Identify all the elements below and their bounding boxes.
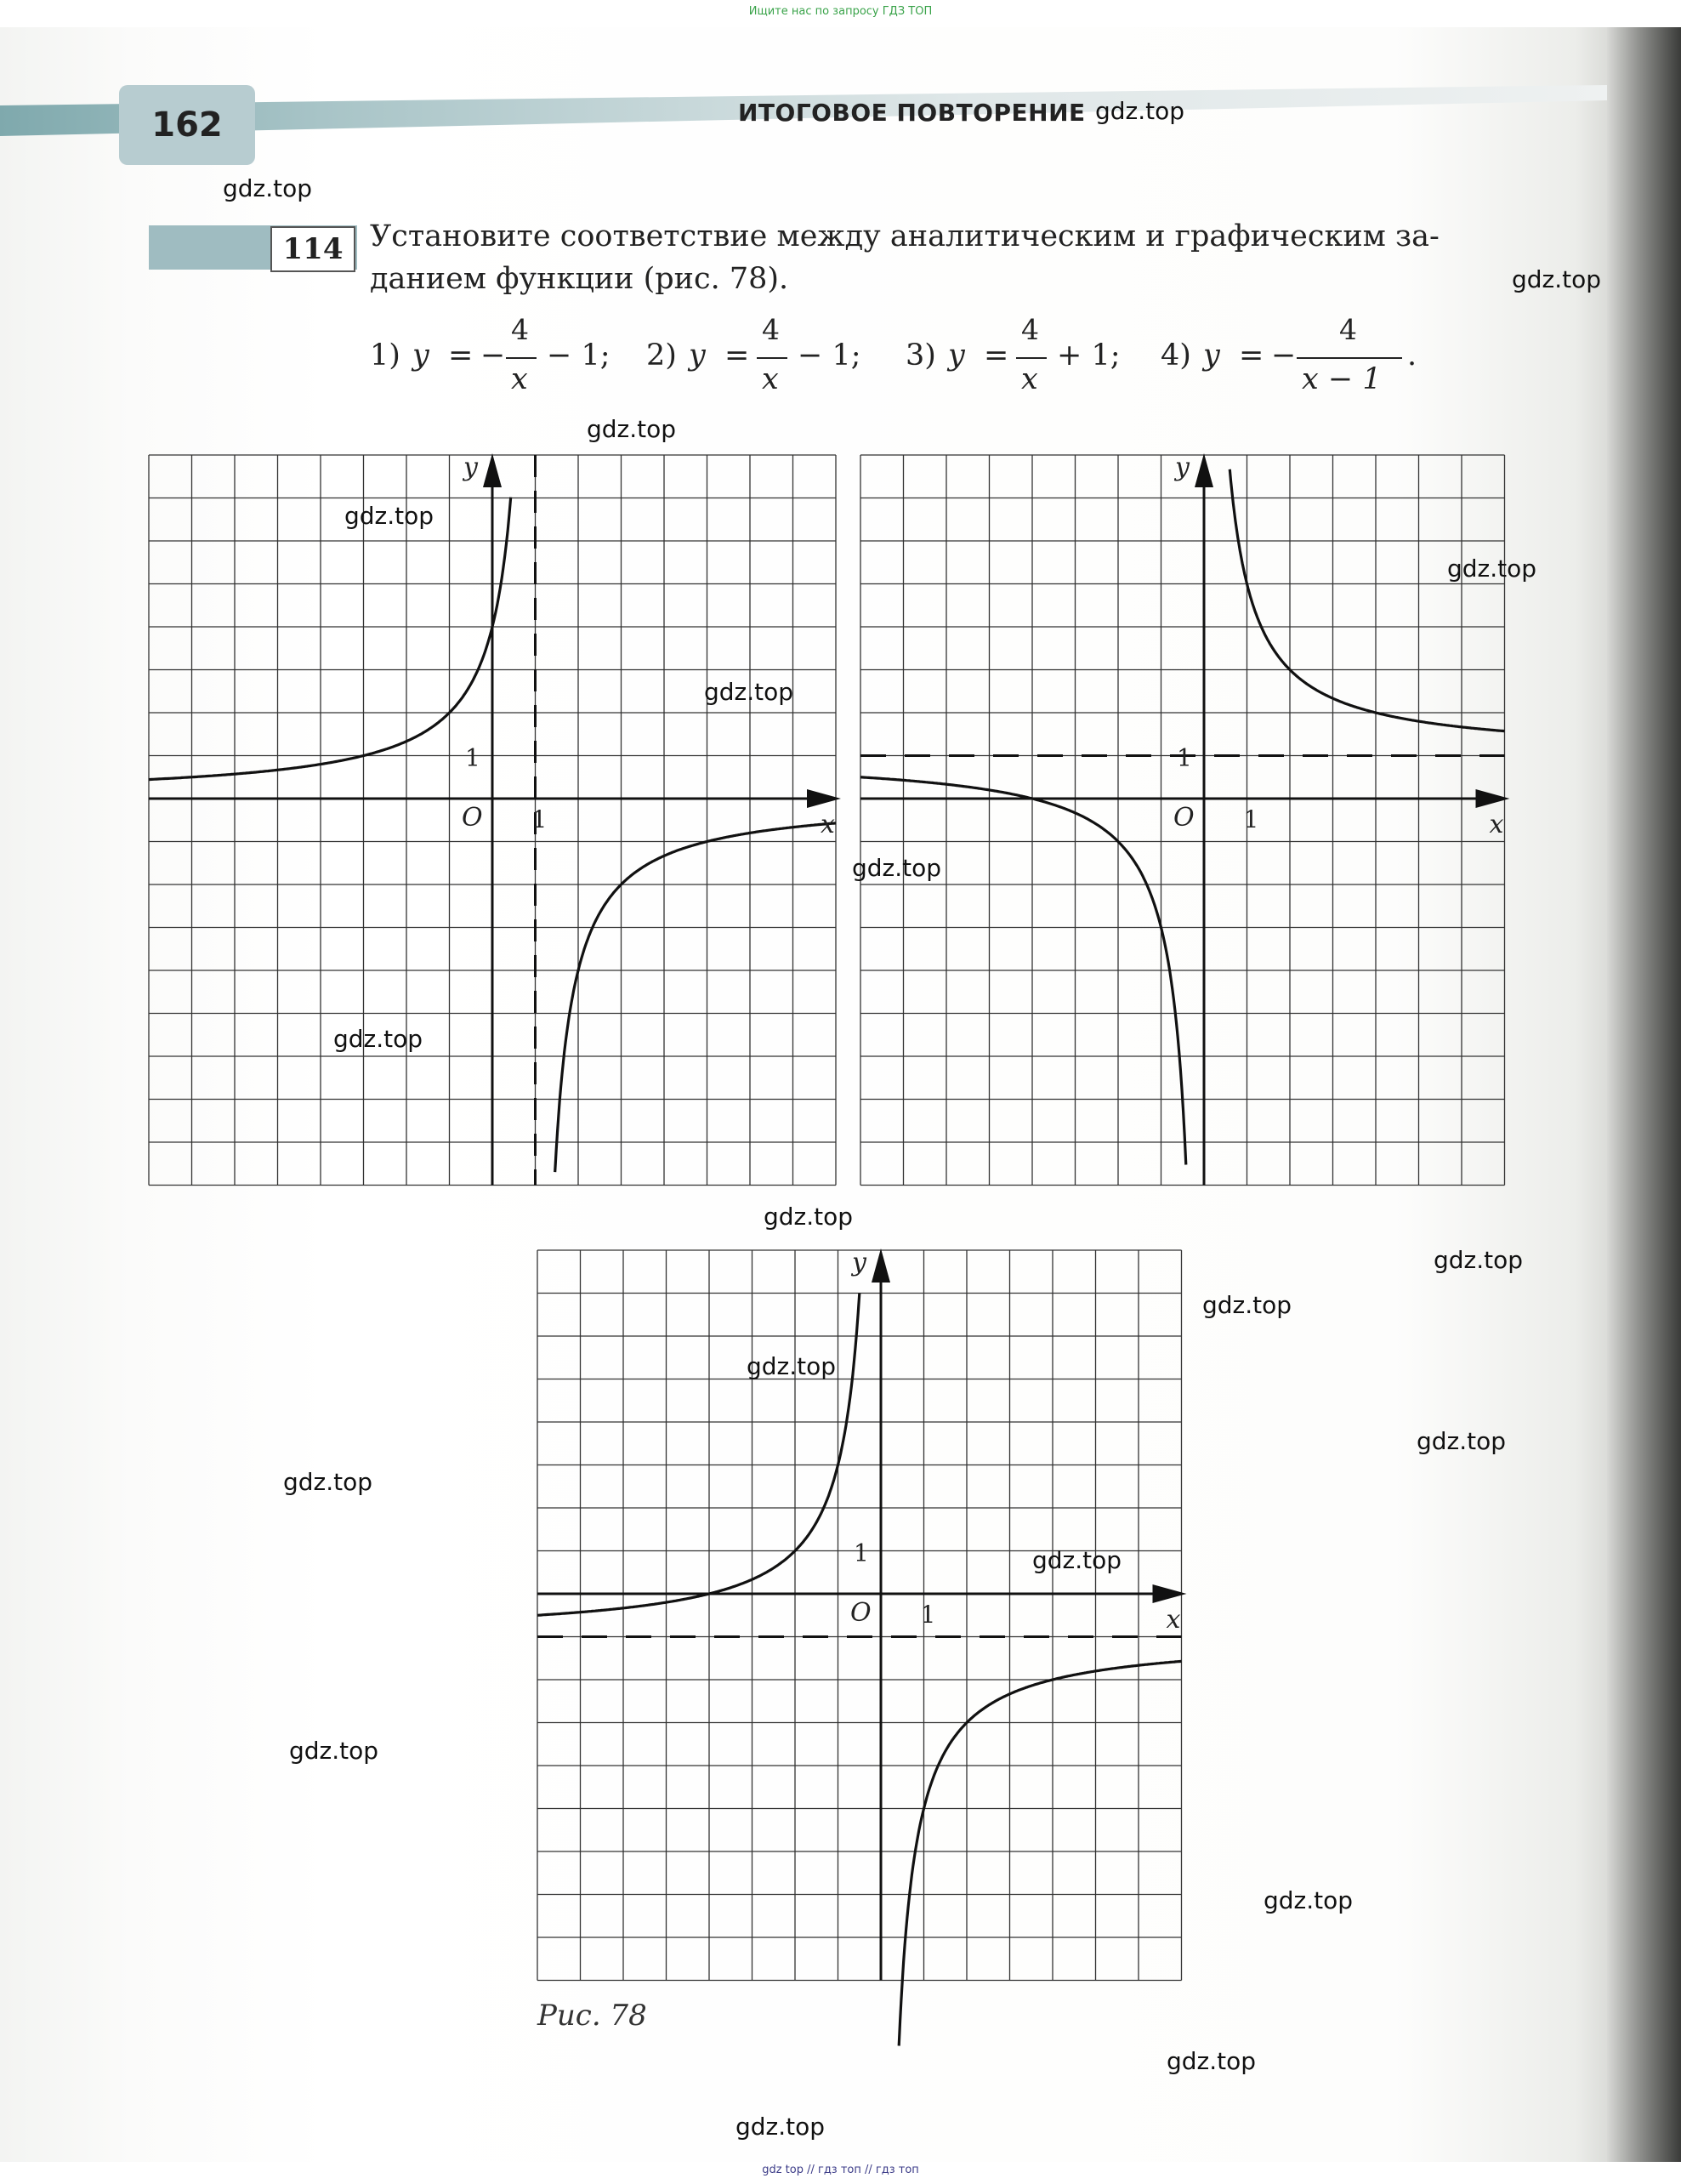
x-axis-label: x bbox=[821, 810, 835, 839]
watermark: gdz.top bbox=[1434, 1246, 1524, 1274]
x-axis-label: x bbox=[1489, 810, 1504, 839]
formula-tail: + 1; bbox=[1057, 338, 1121, 373]
formula-sign: − bbox=[480, 338, 506, 373]
watermark: gdz.top bbox=[1167, 2047, 1257, 2075]
y-axis-label: y bbox=[463, 452, 478, 482]
formula-label: 3) bbox=[906, 338, 936, 373]
formula-numerator: 4 bbox=[1339, 313, 1357, 346]
watermark: gdz.top bbox=[747, 1352, 837, 1380]
watermark: gdz.top bbox=[764, 1203, 854, 1231]
origin-label: O bbox=[850, 1598, 872, 1628]
formula-label: 1) bbox=[370, 338, 400, 373]
watermark: gdz.top bbox=[852, 854, 942, 882]
formula-list bbox=[370, 313, 1475, 407]
formula-lhs: y bbox=[1203, 338, 1220, 373]
book-spine-shadow bbox=[1607, 27, 1681, 2162]
y-axis-arrow bbox=[1195, 453, 1213, 487]
watermark: gdz.top bbox=[333, 1025, 423, 1053]
formula-tail: − 1; bbox=[547, 338, 610, 373]
watermark: gdz.top bbox=[223, 174, 313, 202]
formula-eq: = bbox=[724, 338, 750, 373]
formula-denominator: x bbox=[1021, 362, 1038, 396]
formula-denominator: x − 1 bbox=[1302, 362, 1382, 396]
hyperbola-branch bbox=[1230, 469, 1504, 731]
x-axis-label: x bbox=[1166, 1605, 1181, 1635]
top-note: Ищите нас по запросу ГДЗ ТОП bbox=[748, 5, 933, 18]
x-unit-label: 1 bbox=[1243, 805, 1259, 833]
formula-lhs: y bbox=[689, 338, 706, 373]
hyperbola-branch bbox=[149, 498, 511, 780]
formula-denominator: x bbox=[762, 362, 779, 396]
watermark: gdz.top bbox=[344, 502, 434, 530]
problem-text-line-2: данием функции (рис. 78). bbox=[370, 262, 789, 296]
fraction-bar bbox=[506, 357, 537, 359]
watermark: gdz.top bbox=[1032, 1546, 1122, 1574]
x-unit-label: 1 bbox=[920, 1601, 936, 1629]
watermark: gdz.top bbox=[1095, 97, 1185, 125]
bottom-note: gdz top // гдз топ // гдз топ bbox=[762, 2164, 919, 2176]
formula-denominator: x bbox=[511, 362, 528, 396]
watermark: gdz.top bbox=[1417, 1427, 1507, 1455]
watermark: gdz.top bbox=[283, 1468, 373, 1496]
watermark: gdz.top bbox=[587, 415, 677, 443]
section-title: ИТОГОВОЕ ПОВТОРЕНИЕ bbox=[738, 99, 1086, 127]
watermark: gdz.top bbox=[735, 2113, 826, 2141]
hyperbola-branch bbox=[537, 1294, 860, 1616]
y-axis-arrow bbox=[483, 453, 502, 487]
graph-bottom bbox=[537, 1250, 1179, 1986]
formula-numerator: 4 bbox=[1021, 313, 1039, 346]
formula-lhs: y bbox=[412, 338, 429, 373]
watermark: gdz.top bbox=[289, 1737, 379, 1765]
graph-right bbox=[860, 452, 1504, 1191]
formula-eq: = bbox=[448, 338, 474, 373]
formula-sign: − bbox=[1271, 338, 1297, 373]
hyperbola-branch bbox=[860, 777, 1186, 1165]
figure-caption: Рис. 78 bbox=[537, 1999, 647, 2033]
fraction-bar bbox=[757, 357, 787, 359]
formula-numerator: 4 bbox=[762, 313, 780, 346]
watermark: gdz.top bbox=[1264, 1886, 1354, 1914]
formula-eq: = bbox=[984, 338, 1009, 373]
y-axis-arrow bbox=[872, 1248, 890, 1283]
x-unit-label: 1 bbox=[531, 805, 548, 833]
formula-eq: = bbox=[1239, 338, 1264, 373]
formula-lhs: y bbox=[948, 338, 965, 373]
fraction-bar bbox=[1016, 357, 1047, 359]
y-axis-label: y bbox=[1175, 452, 1190, 482]
watermark: gdz.top bbox=[704, 678, 794, 706]
watermark: gdz.top bbox=[1447, 555, 1537, 583]
formula-label: 4) bbox=[1161, 338, 1191, 373]
origin-label: O bbox=[462, 803, 483, 833]
watermark: gdz.top bbox=[1202, 1291, 1292, 1319]
fraction-bar bbox=[1297, 357, 1402, 359]
y-unit-label: 1 bbox=[465, 743, 480, 772]
y-unit-label: 1 bbox=[854, 1538, 869, 1567]
page-number: 162 bbox=[119, 85, 255, 165]
y-unit-label: 1 bbox=[1177, 743, 1192, 772]
graph-left bbox=[149, 452, 835, 1191]
y-axis-label: y bbox=[852, 1248, 866, 1277]
watermark: gdz.top bbox=[1512, 265, 1602, 293]
formula-tail: . bbox=[1407, 338, 1417, 373]
formula-numerator: 4 bbox=[511, 313, 529, 346]
origin-label: O bbox=[1173, 803, 1195, 833]
problem-number: 114 bbox=[270, 226, 355, 272]
formula-tail: − 1; bbox=[798, 338, 861, 373]
hyperbola-branch bbox=[555, 823, 836, 1172]
problem-text-line-1: Установите соответствие между аналитическим и графическим за- bbox=[370, 219, 1440, 253]
formula-label: 2) bbox=[646, 338, 677, 373]
